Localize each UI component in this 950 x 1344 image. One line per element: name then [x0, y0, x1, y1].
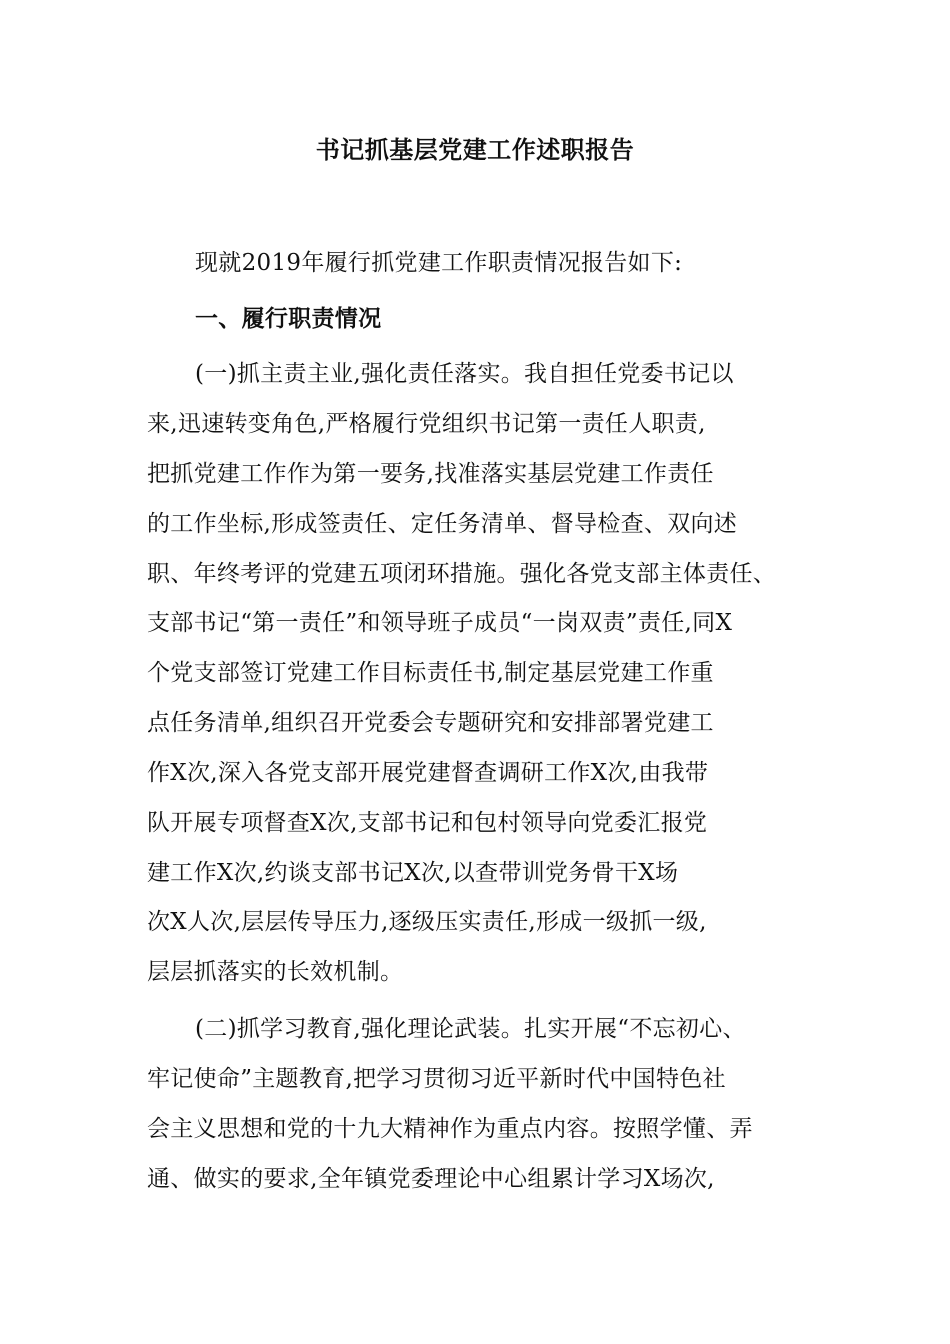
paragraph-line: 队开展专项督查X次,支部书记和包村领导向党委汇报党 — [147, 810, 708, 836]
paragraph-line: 次X人次,层层传导压力,逐级压实责任,形成一级抓一级, — [147, 909, 707, 935]
paragraph-line: 的工作坐标,形成签责任、定任务清单、督导检查、双向述 — [147, 511, 738, 537]
paragraph-line: 会主义思想和党的十九大精神作为重点内容。按照学懂、弄 — [147, 1116, 753, 1142]
paragraph-line: 点任务清单,组织召开党委会专题研究和安排部署党建工 — [147, 710, 714, 736]
paragraph-line: 建工作X次,约谈支部书记X次,以查带训党务骨干X场 — [147, 860, 679, 886]
paragraph-line: 作X次,深入各党支部开展党建督查调研工作X次,由我带 — [147, 760, 709, 786]
paragraph-line: 来,迅速转变角色,严格履行党组织书记第一责任人职责, — [147, 411, 706, 437]
paragraph-line: 职、年终考评的党建五项闭环措施。强化各党支部主体责任、 — [147, 561, 777, 587]
paragraph-line: 层层抓落实的长效机制。 — [147, 959, 404, 985]
paragraph-line: (一)抓主责主业,强化责任落实。我自担任党委书记以 — [195, 361, 734, 387]
paragraph-line: 牢记使命”主题教育,把学习贯彻习近平新时代中国特色社 — [147, 1066, 726, 1092]
intro-line: 现就2019年履行抓党建工作职责情况报告如下: — [195, 250, 683, 276]
paragraph-line: 个党支部签订党建工作目标责任书,制定基层党建工作重 — [147, 660, 714, 686]
document-title: 书记抓基层党建工作述职报告 — [315, 136, 635, 164]
paragraph-line: 支部书记“第一责任”和领导班子成员“一岗双责”责任,同X — [147, 610, 733, 636]
paragraph-line: 通、做实的要求,全年镇党委理论中心组累计学习X场次, — [147, 1166, 715, 1192]
paragraph-line: 把抓党建工作作为第一要务,找准落实基层党建工作责任 — [147, 461, 714, 487]
paragraph-line: (二)抓学习教育,强化理论武装。扎实开展“不忘初心、 — [195, 1016, 746, 1042]
section-heading: 一、履行职责情况 — [195, 306, 382, 332]
